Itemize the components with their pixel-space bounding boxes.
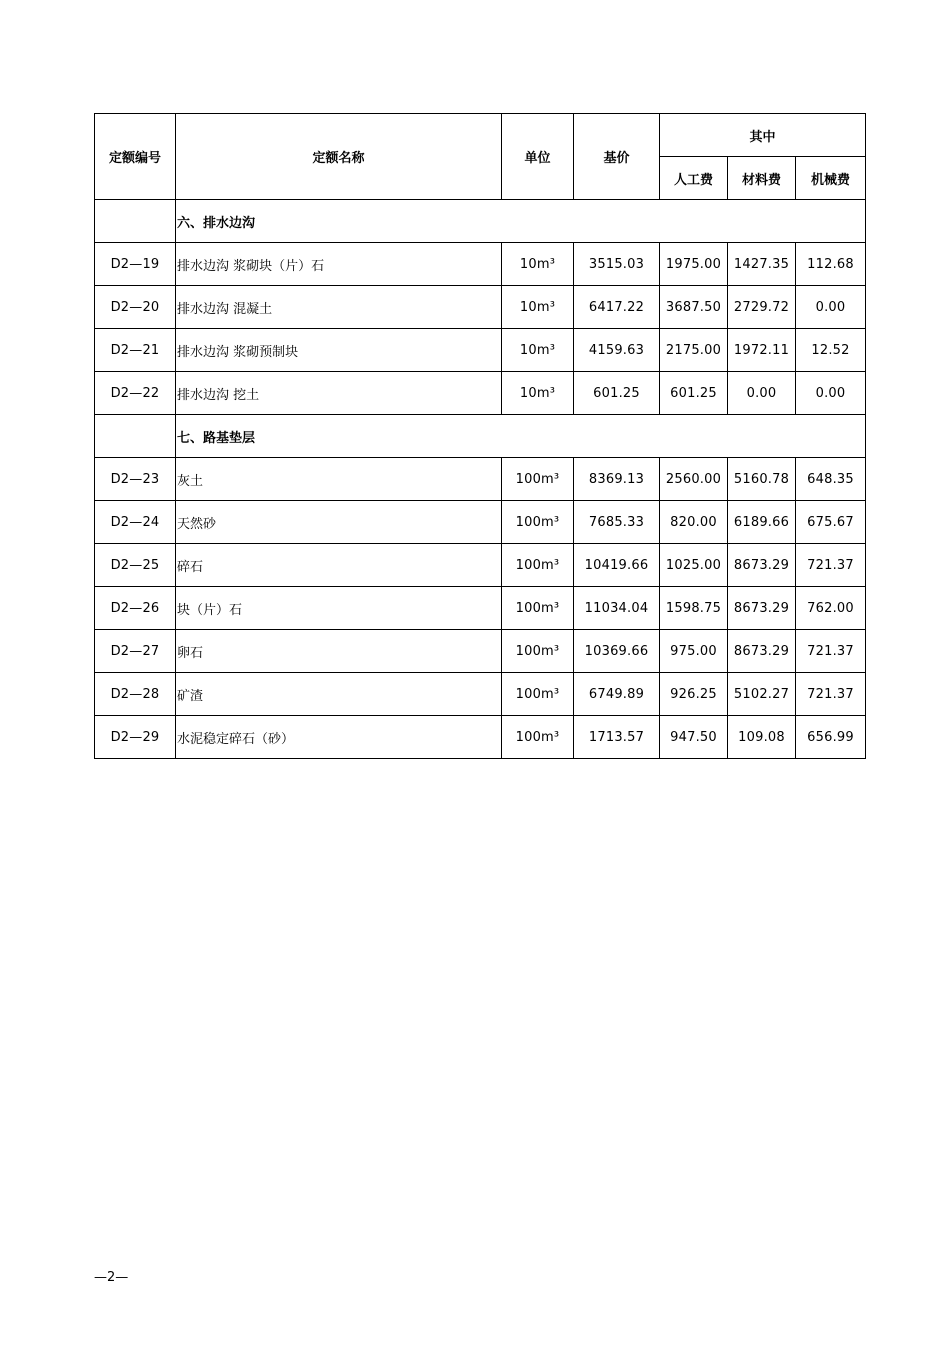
- labor-cost: 975.00: [660, 630, 728, 673]
- machinery-cost: 762.00: [796, 587, 866, 630]
- material-cost: 1972.11: [728, 329, 796, 372]
- table-row: [95, 458, 866, 501]
- base-price: 3515.03: [574, 243, 660, 286]
- base-price: 10369.66: [574, 630, 660, 673]
- header-code: 定额编号: [95, 114, 176, 200]
- quota-code: D2—24: [95, 501, 176, 544]
- table-row: [95, 544, 866, 587]
- table-row: [95, 329, 866, 372]
- quota-code: D2—29: [95, 716, 176, 759]
- quota-name: 矿渣: [176, 673, 502, 716]
- quota-name: 灰土: [176, 458, 502, 501]
- labor-cost: 1975.00: [660, 243, 728, 286]
- section-title: 六、排水边沟: [176, 200, 866, 243]
- section-row: [95, 415, 866, 458]
- base-price: 1713.57: [574, 716, 660, 759]
- quota-table: [94, 113, 866, 759]
- quota-name: 卵石: [176, 630, 502, 673]
- quota-name: 块（片）石: [176, 587, 502, 630]
- labor-cost: 2175.00: [660, 329, 728, 372]
- section-code-blank: [95, 200, 176, 243]
- quota-code: D2—22: [95, 372, 176, 415]
- section-row: [95, 200, 866, 243]
- unit: 100m³: [502, 673, 574, 716]
- quota-name: 排水边沟 浆砌块（片）石: [176, 243, 502, 286]
- material-cost: 6189.66: [728, 501, 796, 544]
- unit: 10m³: [502, 329, 574, 372]
- base-price: 11034.04: [574, 587, 660, 630]
- table-row: [95, 587, 866, 630]
- machinery-cost: 0.00: [796, 286, 866, 329]
- header-base-price: 基价: [574, 114, 660, 200]
- table-row: [95, 372, 866, 415]
- header-of-which: 其中: [660, 114, 866, 157]
- labor-cost: 601.25: [660, 372, 728, 415]
- base-price: 4159.63: [574, 329, 660, 372]
- unit: 10m³: [502, 286, 574, 329]
- table-row: [95, 673, 866, 716]
- labor-cost: 1598.75: [660, 587, 728, 630]
- base-price: 601.25: [574, 372, 660, 415]
- unit: 100m³: [502, 458, 574, 501]
- quota-code: D2—25: [95, 544, 176, 587]
- material-cost: 109.08: [728, 716, 796, 759]
- quota-code: D2—28: [95, 673, 176, 716]
- quota-name: 排水边沟 混凝土: [176, 286, 502, 329]
- material-cost: 5160.78: [728, 458, 796, 501]
- base-price: 6417.22: [574, 286, 660, 329]
- quota-name: 碎石: [176, 544, 502, 587]
- labor-cost: 3687.50: [660, 286, 728, 329]
- material-cost: 8673.29: [728, 544, 796, 587]
- quota-code: D2—23: [95, 458, 176, 501]
- unit: 10m³: [502, 372, 574, 415]
- page-number: —2—: [94, 1270, 129, 1285]
- section-code-blank: [95, 415, 176, 458]
- material-cost: 0.00: [728, 372, 796, 415]
- table-header: [95, 114, 866, 200]
- machinery-cost: 0.00: [796, 372, 866, 415]
- machinery-cost: 675.67: [796, 501, 866, 544]
- labor-cost: 1025.00: [660, 544, 728, 587]
- machinery-cost: 112.68: [796, 243, 866, 286]
- quota-name: 天然砂: [176, 501, 502, 544]
- material-cost: 5102.27: [728, 673, 796, 716]
- machinery-cost: 721.37: [796, 630, 866, 673]
- table-row: [95, 716, 866, 759]
- machinery-cost: 721.37: [796, 673, 866, 716]
- quota-code: D2—26: [95, 587, 176, 630]
- labor-cost: 820.00: [660, 501, 728, 544]
- material-cost: 1427.35: [728, 243, 796, 286]
- base-price: 7685.33: [574, 501, 660, 544]
- quota-name: 排水边沟 浆砌预制块: [176, 329, 502, 372]
- quota-code: D2—20: [95, 286, 176, 329]
- quota-code: D2—27: [95, 630, 176, 673]
- table-row: [95, 286, 866, 329]
- section-title: 七、路基垫层: [176, 415, 866, 458]
- quota-code: D2—19: [95, 243, 176, 286]
- header-name: 定额名称: [176, 114, 502, 200]
- table-row: [95, 630, 866, 673]
- header-machinery: 机械费: [796, 157, 866, 200]
- unit: 100m³: [502, 501, 574, 544]
- base-price: 10419.66: [574, 544, 660, 587]
- labor-cost: 2560.00: [660, 458, 728, 501]
- base-price: 6749.89: [574, 673, 660, 716]
- unit: 10m³: [502, 243, 574, 286]
- unit: 100m³: [502, 716, 574, 759]
- header-labor: 人工费: [660, 157, 728, 200]
- table-row: [95, 501, 866, 544]
- base-price: 8369.13: [574, 458, 660, 501]
- unit: 100m³: [502, 544, 574, 587]
- labor-cost: 947.50: [660, 716, 728, 759]
- material-cost: 8673.29: [728, 630, 796, 673]
- header-unit: 单位: [502, 114, 574, 200]
- quota-code: D2—21: [95, 329, 176, 372]
- machinery-cost: 721.37: [796, 544, 866, 587]
- table-body: [95, 200, 866, 759]
- quota-name: 排水边沟 挖土: [176, 372, 502, 415]
- machinery-cost: 656.99: [796, 716, 866, 759]
- machinery-cost: 648.35: [796, 458, 866, 501]
- header-material: 材料费: [728, 157, 796, 200]
- table-row: [95, 243, 866, 286]
- machinery-cost: 12.52: [796, 329, 866, 372]
- quota-name: 水泥稳定碎石（砂）: [176, 716, 502, 759]
- unit: 100m³: [502, 630, 574, 673]
- labor-cost: 926.25: [660, 673, 728, 716]
- unit: 100m³: [502, 587, 574, 630]
- material-cost: 2729.72: [728, 286, 796, 329]
- material-cost: 8673.29: [728, 587, 796, 630]
